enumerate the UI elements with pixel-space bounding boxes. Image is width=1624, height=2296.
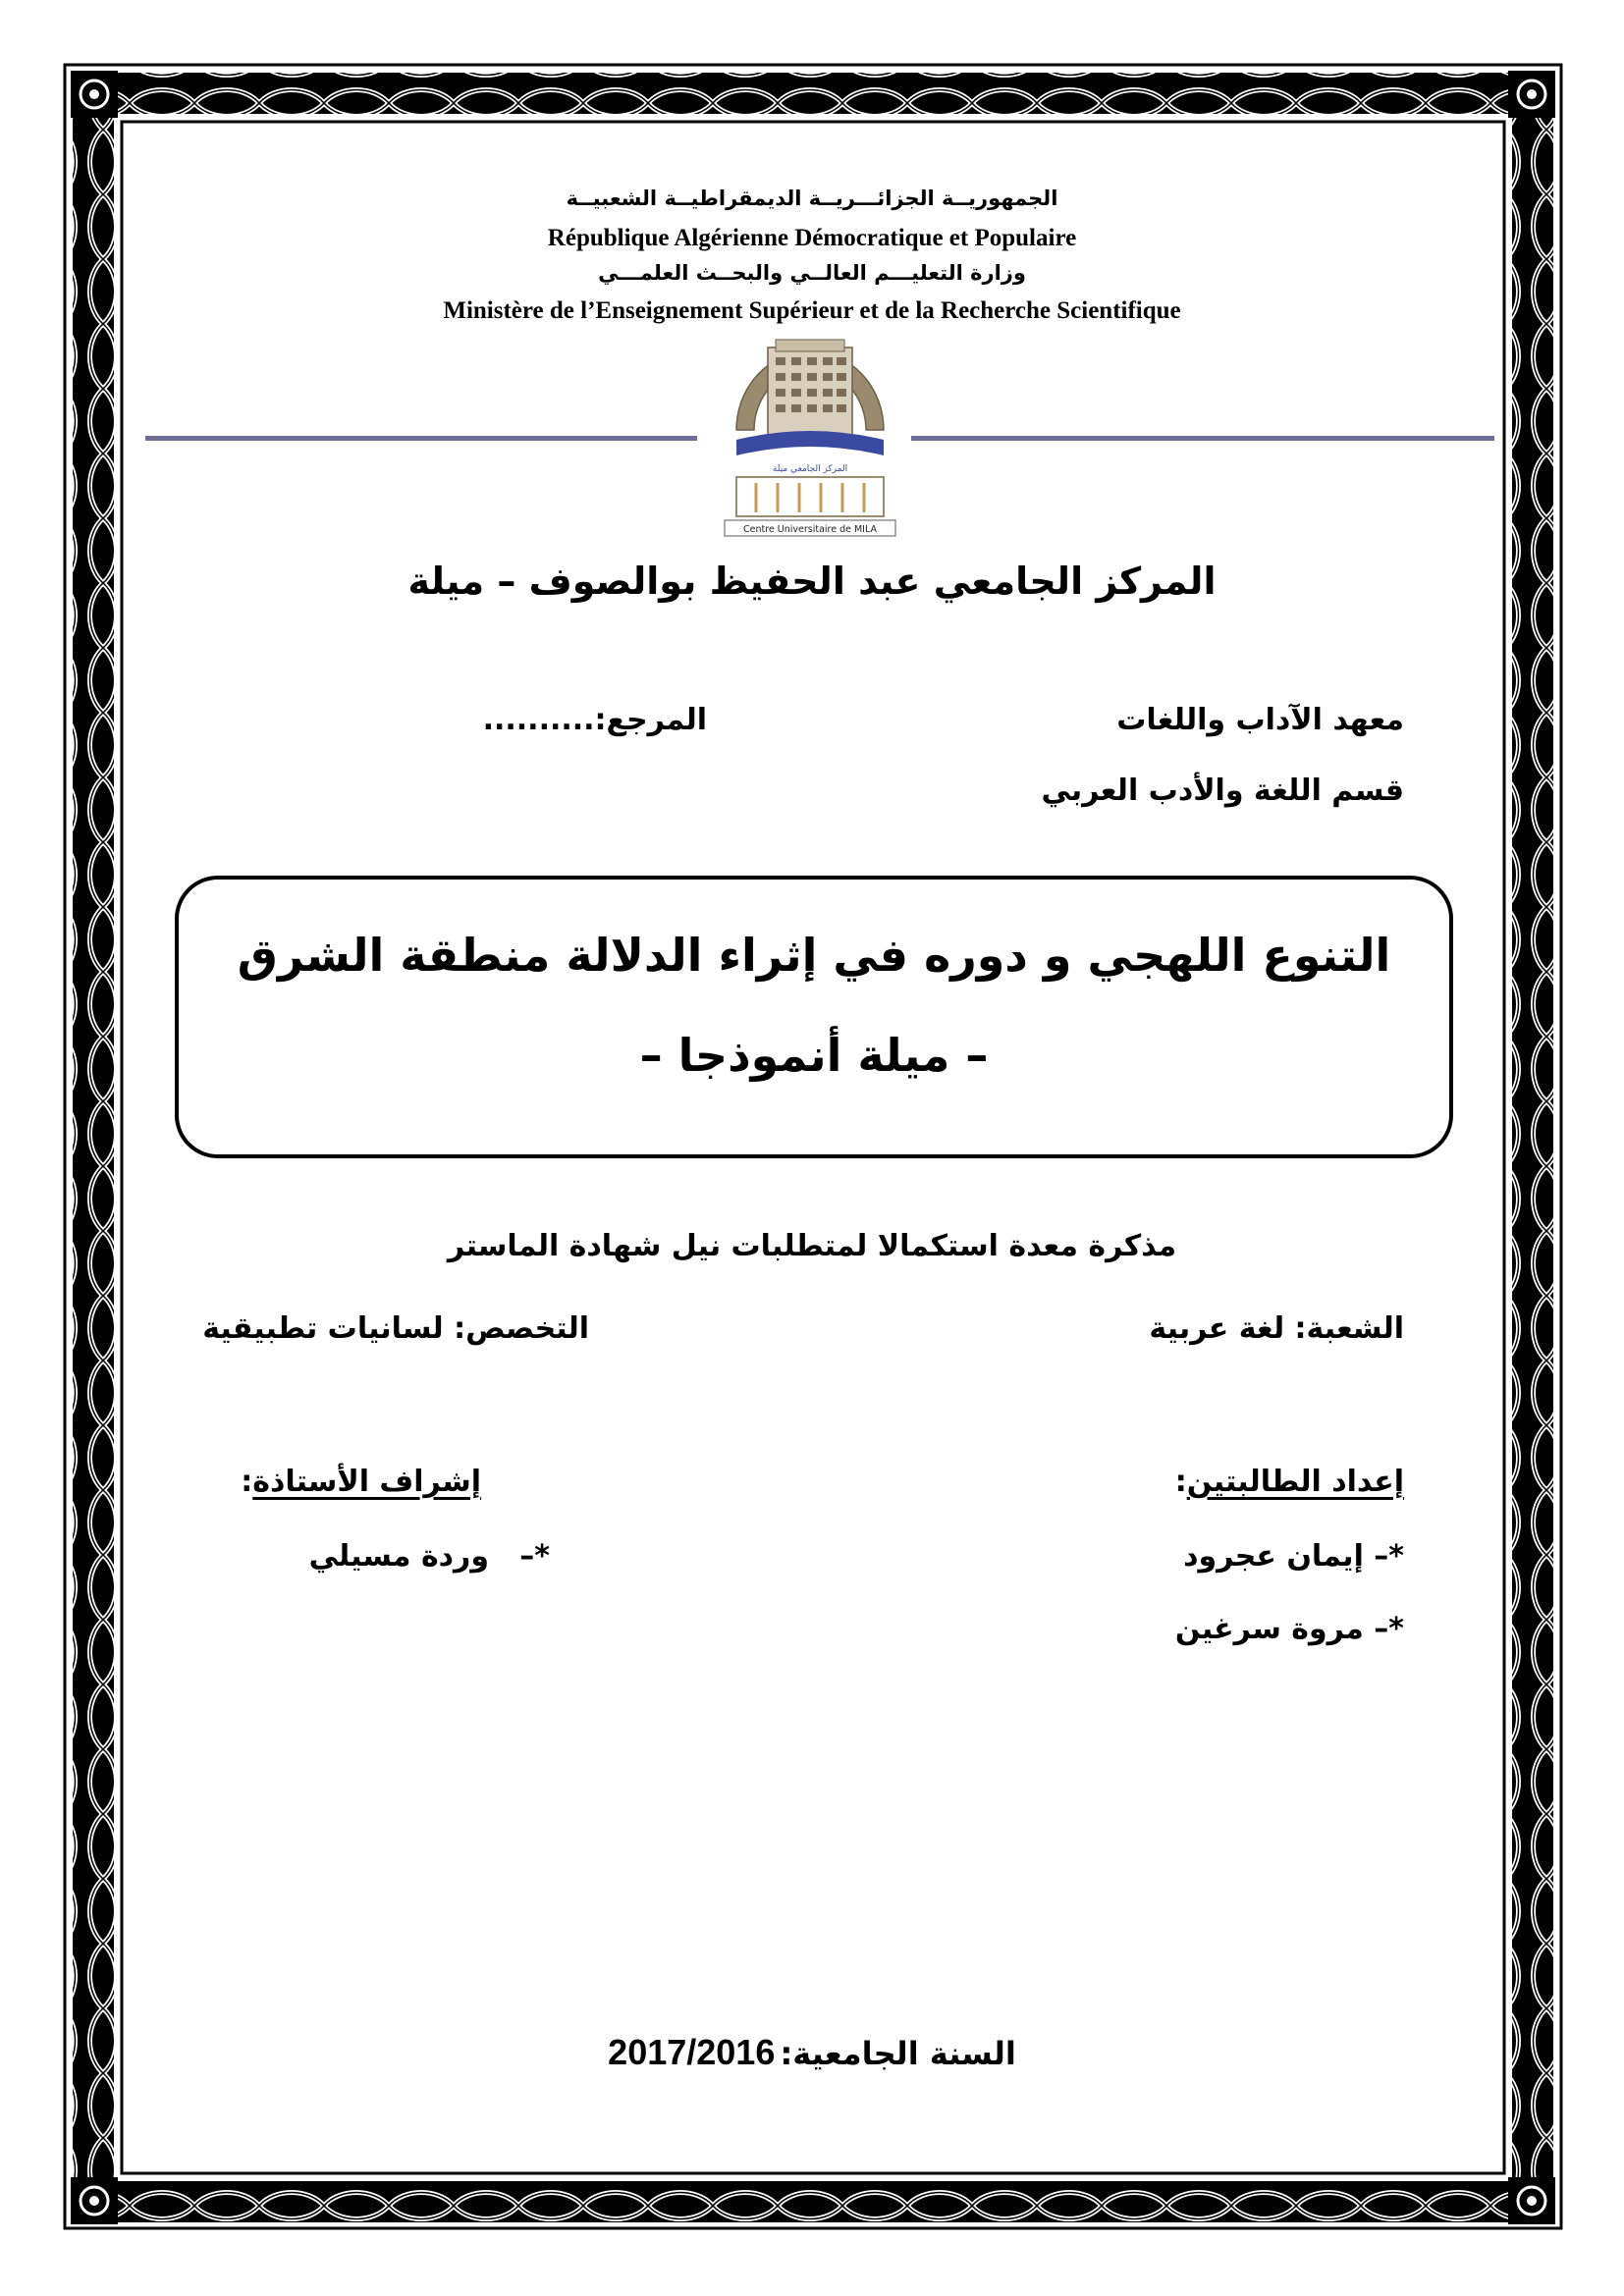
memo-statement: مذكرة معدة استكمالا لمتطلبات نيل شهادة الماستر bbox=[447, 1229, 1177, 1263]
supervisor-heading bbox=[177, 1465, 481, 1499]
students-heading-text: إعداد الطالبتين bbox=[1186, 1465, 1404, 1499]
thesis-title-line1: التنوع اللهجي و دوره في إثراء الدلالة منطقة الشرق bbox=[237, 929, 1391, 982]
ministry-french: Ministère de l’Enseignement Supérieur et de la Recherche Scientifique bbox=[443, 297, 1181, 324]
thesis-title-box bbox=[175, 876, 1453, 1158]
students-heading-colon: : bbox=[1174, 1465, 1187, 1499]
specialty-field: التخصص: لسانيات تطبيقية bbox=[202, 1311, 589, 1346]
header-rule-left bbox=[145, 436, 697, 441]
institution-name: المركز الجامعي عبد الحفيظ بوالصوف – ميلة bbox=[407, 560, 1217, 603]
academic-year-label: السنة الجامعية: bbox=[780, 2035, 1016, 2072]
academic-year-value: 2017/2016 bbox=[608, 2032, 776, 2072]
header-rule-right bbox=[911, 436, 1494, 441]
department-name: قسم اللغة والأدب العربي bbox=[1041, 774, 1404, 808]
student-name: *– مروة سرغين bbox=[1174, 1612, 1404, 1646]
reference-field: المرجع:.......... bbox=[482, 703, 707, 737]
logo-caption: Centre Universitaire de MILA bbox=[742, 524, 877, 535]
thesis-title-line2: – ميلة أنموذجا – bbox=[639, 1029, 989, 1082]
republic-french: République Algérienne Démocratique et Populaire bbox=[547, 225, 1077, 251]
ministry-arabic: وزارة التعليـــم العالــي والبحــث العلمـــي bbox=[598, 261, 1026, 285]
academic-year bbox=[295, 2032, 1329, 2073]
supervisor-heading-colon: : bbox=[241, 1465, 253, 1499]
logo-arabic-text: المركز الجامعي ميلة bbox=[772, 464, 848, 474]
university-logo bbox=[717, 312, 903, 538]
supervisor-heading-text: إشراف الأستاذة bbox=[252, 1465, 481, 1499]
institute-name: معهد الآداب واللغات bbox=[1116, 703, 1404, 737]
republic-arabic: الجمهوريــة الجزائـــريــة الديمقراطيــة الشعبيــة bbox=[566, 187, 1058, 210]
branch-field: الشعبة: لغة عربية bbox=[1149, 1311, 1404, 1346]
students-heading bbox=[785, 1465, 1404, 1499]
supervisor-name: *– وردة مسيلي bbox=[308, 1539, 550, 1574]
student-name: *– إيمان عجرود bbox=[1183, 1539, 1404, 1574]
